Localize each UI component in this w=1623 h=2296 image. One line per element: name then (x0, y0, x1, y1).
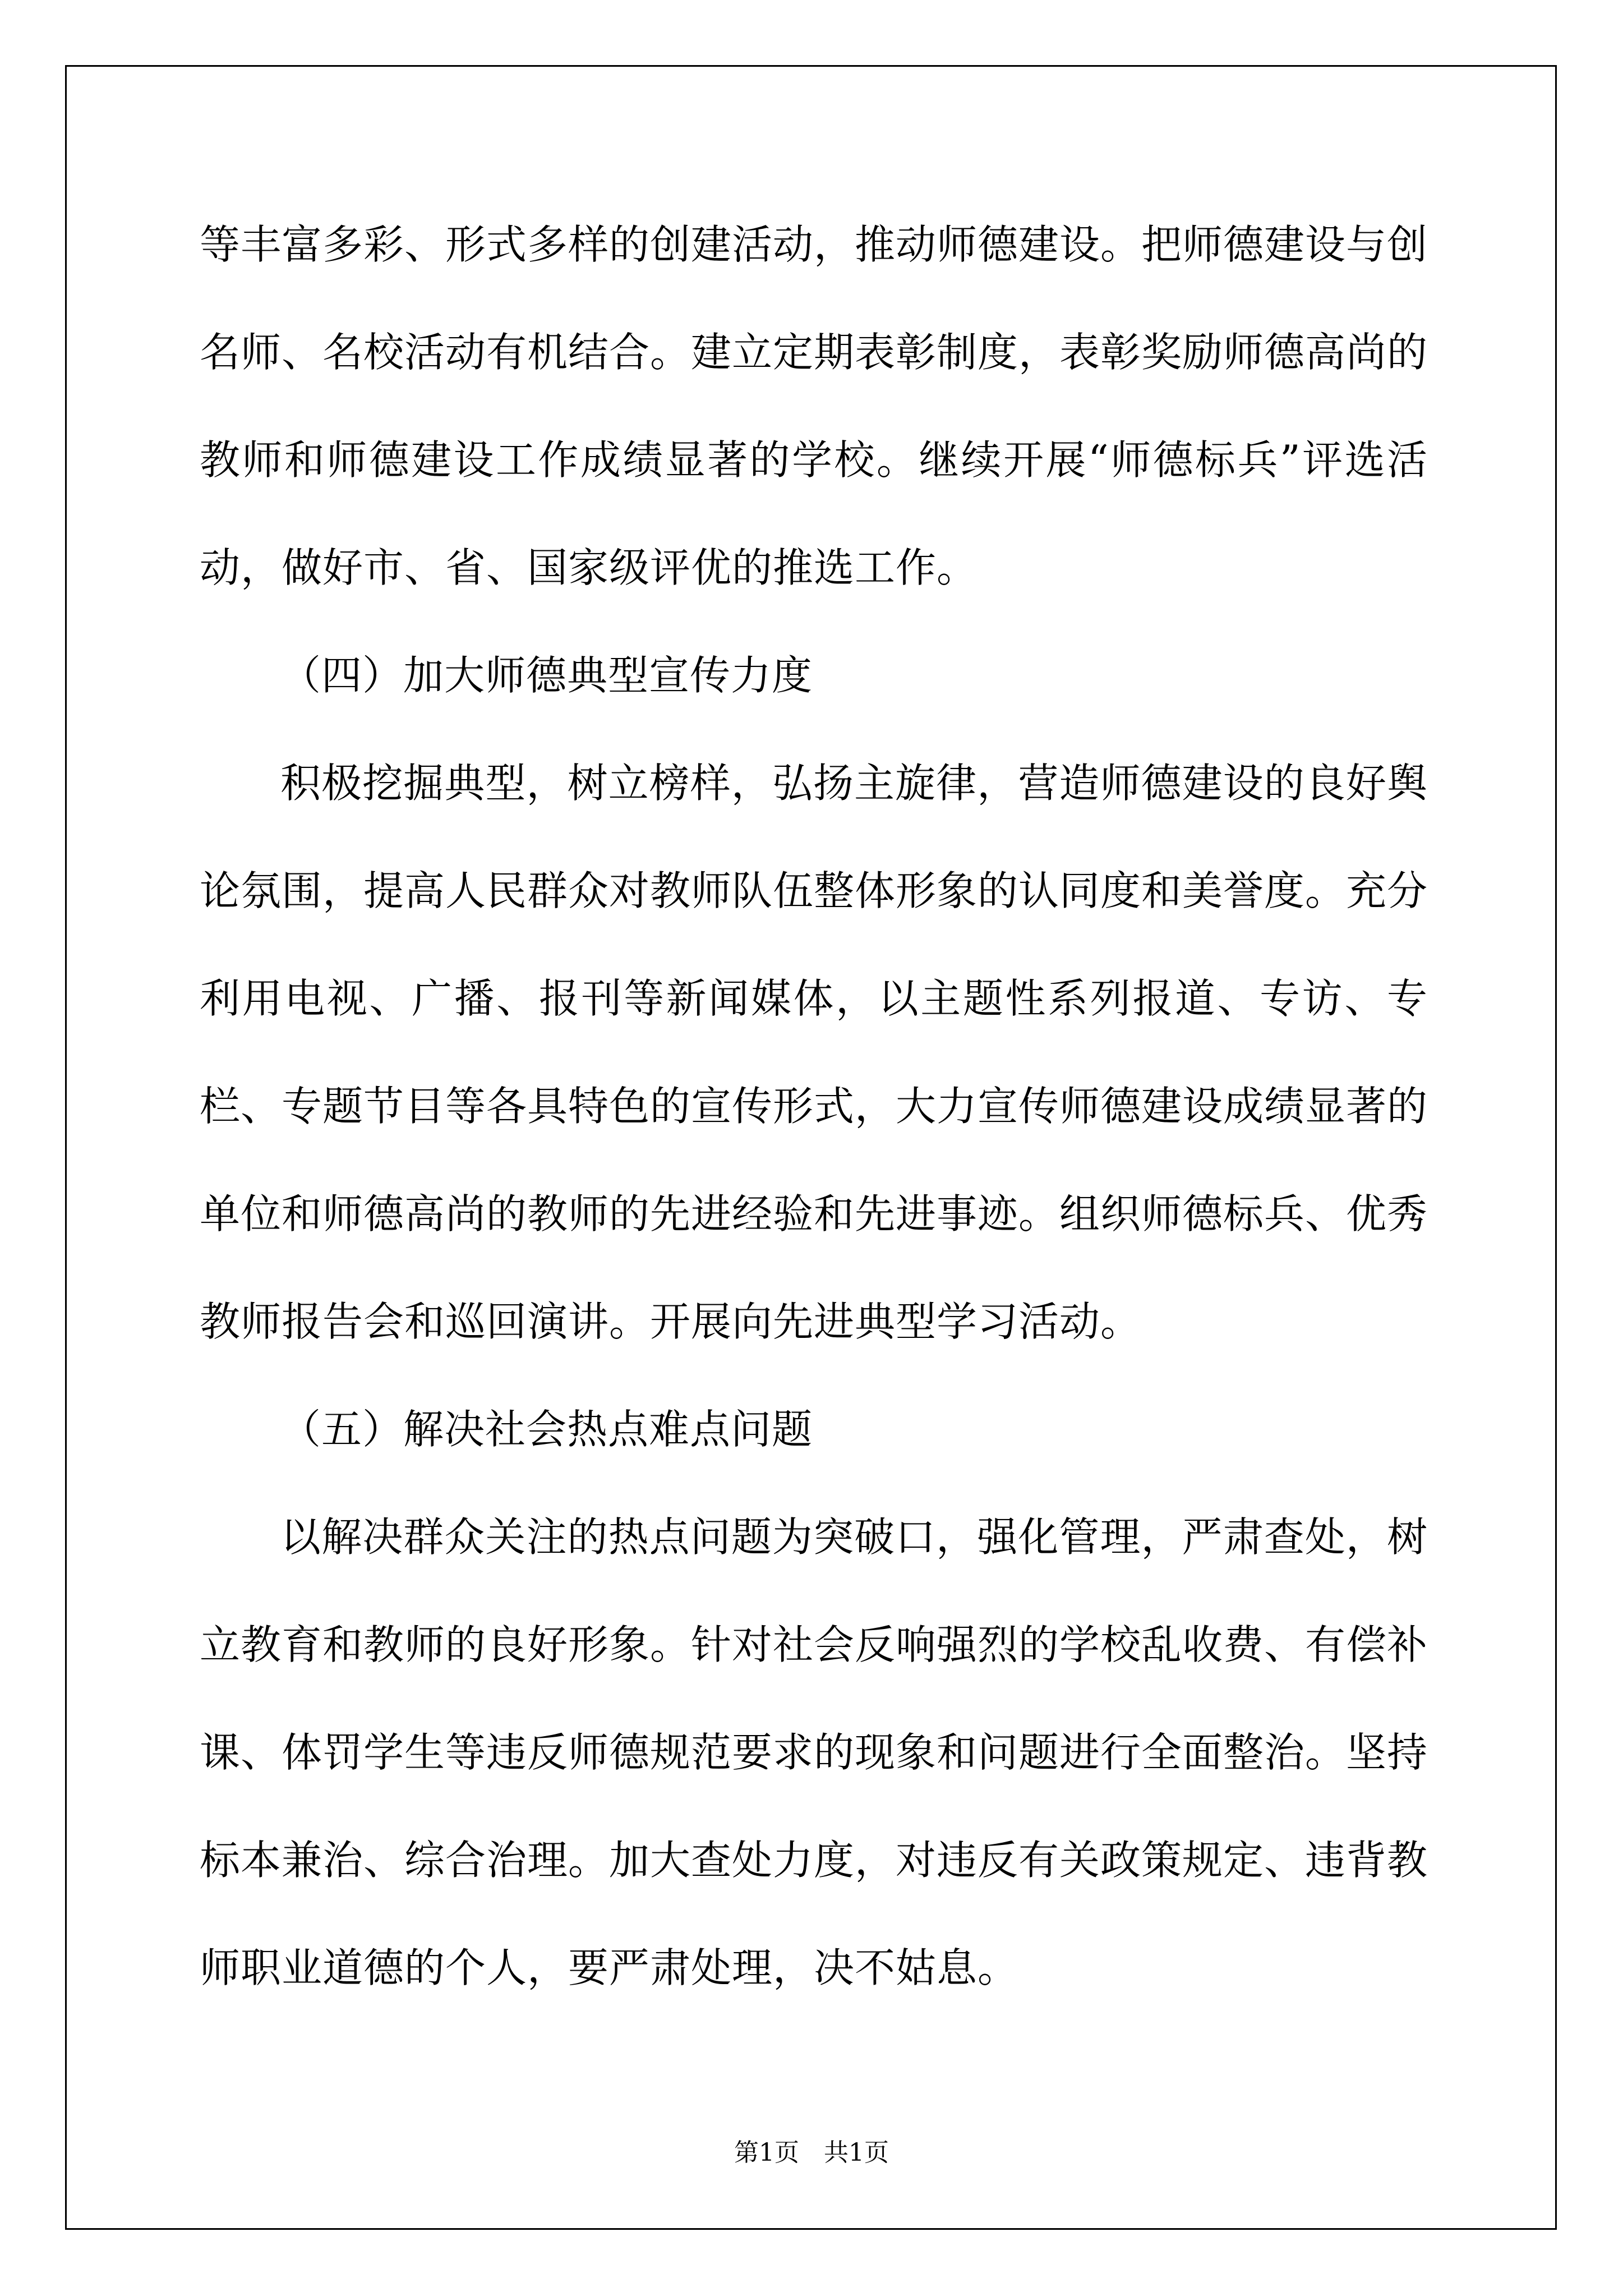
section-heading-5: （五）解决社会热点难点问题 (280, 1406, 813, 1453)
document-body (200, 191, 1428, 2022)
paragraph-hot-issues: 以解决群众关注的热点问题为突破口，强化管理，严肃查处，树立教育和教师的良好形象。针对社会反响强烈的学校乱收费、有偿补课、体罚学生等违反师德规范要求的现象和问题进行全面整治。坚持标本兼治、综合治理。加大查处力度，对违反有关政策规定、违背教师职业道德的个人，要严肃处理，决不姑息。 (200, 1513, 1428, 1991)
section-heading-4: （四）加大师德典型宣传力度 (280, 652, 813, 699)
page-number-footer: 第1页 共1页 (734, 2138, 889, 2167)
paragraph-publicity: 积极挖掘典型，树立榜样，弘扬主旋律，营造师德建设的良好舆论氛围，提高人民群众对教师队伍整体形象的认同度和美誉度。充分利用电视、广播、报刊等新闻媒体，以主题性系列报道、专访、专栏、专题节目等各具特色的宣传形式，大力宣传师德建设成绩显著的单位和师德高尚的教师的先进经验和先进事迹。组织师德标兵、优秀教师报告会和巡回演讲。开展向先进典型学习活动。 (200, 760, 1428, 1345)
paragraph-continuation: 等丰富多彩、形式多样的创建活动，推动师德建设。把师德建设与创名师、名校活动有机结合。建立定期表彰制度，表彰奖励师德高尚的教师和师德建设工作成绩显著的学校。继续开展“师德标兵”评选活动，做好市、省、国家级评优的推选工作。 (200, 221, 1428, 591)
